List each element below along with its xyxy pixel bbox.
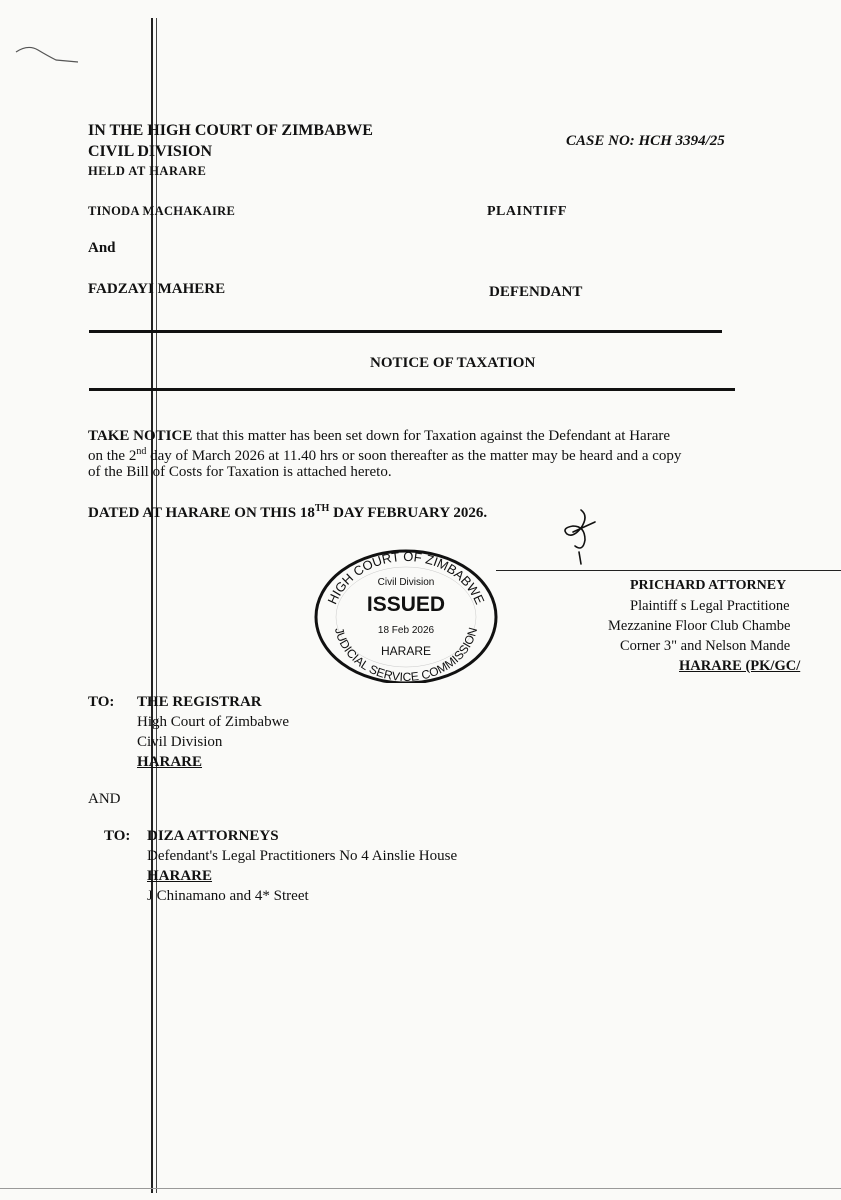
defendant-role: DEFENDANT [489, 284, 583, 300]
handwritten-signature [555, 506, 605, 568]
plaintiff-name: TINODA MACHAKAIRE [88, 204, 236, 218]
plaintiff-role: PLAINTIFF [487, 204, 567, 219]
notice-line-2-a: on the 2 [88, 448, 137, 464]
stamp-top-arc: HIGH COURT OF ZIMBABWE [324, 548, 488, 607]
notice-line-2-sup: nd [136, 446, 147, 457]
page-bottom-edge [0, 1188, 841, 1189]
dated-b: DAY FEBRUARY 2026. [329, 505, 488, 521]
signatory-line-4: Corner 3" and Nelson Mande [620, 638, 791, 654]
signatory-line-5: HARARE (PK/GC/ [679, 658, 801, 674]
top-rule [89, 330, 722, 333]
stamp-bottom-arc: JUDICIAL SERVICE COMMISSION [331, 625, 481, 683]
to-label-2: TO: [104, 828, 131, 844]
defendant-attorneys-line-2: Defendant's Legal Practitioners No 4 Ainslie House [147, 848, 458, 864]
court-name: IN THE HIGH COURT OF ZIMBABWE [88, 122, 373, 139]
notice-line-1-text: that this matter has been set down for Taxation against the Defendant at Harare [192, 428, 670, 444]
dated-a: DATED AT HARARE ON THIS 18 [88, 505, 315, 521]
to-label-1: TO: [88, 694, 115, 710]
document-title: NOTICE OF TAXATION [370, 355, 536, 371]
scan-vertical-line-secondary [156, 18, 157, 1193]
case-number: CASE NO: HCH 3394/25 [566, 133, 725, 149]
and-label-2: AND [88, 791, 121, 807]
and-label: And [88, 240, 116, 256]
scan-vertical-line [151, 18, 153, 1193]
court-issued-stamp [312, 545, 500, 683]
stamp-issued: ISSUED [366, 593, 446, 616]
notice-line-2-b: day of March 2026 at 11.40 hrs or soon thereafter as the matter may be heard and a copy [146, 448, 682, 464]
notice-line-3: of the Bill of Costs for Taxation is attached hereto. [88, 464, 392, 480]
court-location: HELD AT HARARE [88, 164, 207, 178]
notice-lead: TAKE NOTICE [88, 428, 193, 444]
dated-line [88, 503, 487, 522]
registrar-line-2: High Court of Zimbabwe [137, 714, 290, 730]
defendant-attorneys-line-3: HARARE [147, 868, 213, 884]
signature-line [496, 570, 841, 571]
court-division: CIVIL DIVISION [88, 143, 213, 160]
defendant-name: FADZAYI MAHERE [88, 281, 226, 297]
defendant-attorneys-line-4: J Chinamano and 4* Street [147, 888, 309, 904]
stamp-date: 18 Feb 2026 [377, 625, 435, 636]
registrar-name: THE REGISTRAR [137, 694, 262, 710]
dated-sup: TH [314, 503, 330, 514]
stamp-city: HARARE [380, 644, 432, 658]
defendant-attorneys-name: DIZA ATTORNEYS [147, 828, 279, 844]
notice-line-2 [88, 446, 681, 465]
pen-mark [12, 40, 82, 70]
signatory-line-3: Mezzanine Floor Club Chambe [608, 618, 791, 634]
registrar-line-4: HARARE [137, 754, 203, 770]
signatory-firm: PRICHARD ATTORNEY [630, 578, 787, 593]
stamp-division: Civil Division [377, 577, 435, 588]
notice-line-1 [88, 428, 670, 445]
registrar-line-3: Civil Division [137, 734, 223, 750]
signatory-line-2: Plaintiff s Legal Practitione [630, 598, 790, 614]
bottom-rule [89, 388, 735, 391]
